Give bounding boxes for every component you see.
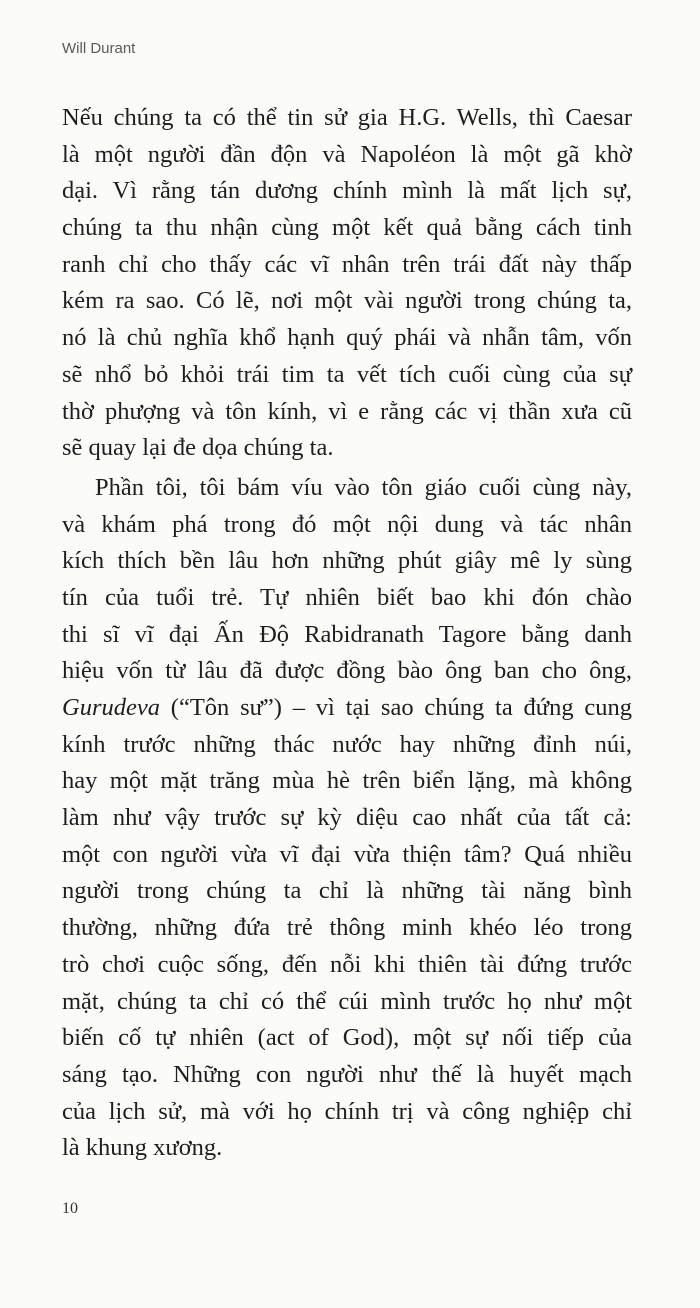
- text-line: thường, những đứa trẻ thông minh khéo léo trong: [62, 914, 632, 942]
- text-line: mặt, chúng ta chỉ có thể cúi mình trước họ như một: [62, 987, 632, 1015]
- text-line: hiệu vốn từ lâu đã được đồng bào ông ban cho ông,: [62, 657, 632, 685]
- paragraph: [62, 100, 632, 467]
- text-line: một con người vừa vĩ đại vừa thiện tâm? Quá nhiều: [62, 840, 632, 868]
- text-line: kích thích bền lâu hơn những phút giây mê ly sùng: [62, 547, 632, 575]
- text-line: là một người đần độn và Napoléon là một gã khờ: [62, 140, 632, 168]
- text-line: biến cố tự nhiên (act of God), một sự nối tiếp của: [62, 1024, 632, 1052]
- text-line: tín của tuổi trẻ. Tự nhiên biết bao khi đón chào: [62, 583, 632, 611]
- italic-term: Gurudeva: [62, 694, 160, 721]
- text-line: thi sĩ vĩ đại Ấn Độ Rabidranath Tagore bằng danh: [62, 620, 632, 648]
- text-line: sẽ nhổ bỏ khỏi trái tim ta vết tích cuối cùng của sự: [62, 360, 632, 388]
- text-line: kính trước những thác nước hay những đỉnh núi,: [62, 730, 632, 758]
- running-head-author: Will Durant: [62, 40, 136, 57]
- text-line: sẽ quay lại đe dọa chúng ta.: [62, 434, 334, 462]
- text-line: người trong chúng ta chỉ là những tài năng bình: [62, 877, 632, 905]
- text-line: dại. Vì rằng tán dương chính mình là mất lịch sự,: [62, 177, 632, 205]
- text-line: hay một mặt trăng mùa hè trên biển lặng, mà không: [62, 767, 632, 795]
- text-line: Phần tôi, tôi bám víu vào tôn giáo cuối cùng này,: [95, 473, 632, 501]
- text-line: nó là chủ nghĩa khổ hạnh quý phái và nhẫn tâm, vốn: [62, 324, 632, 352]
- text-line: của lịch sử, mà với họ chính trị và công nghiệp chỉ: [62, 1097, 632, 1125]
- text-line: [62, 690, 632, 727]
- paragraph: [62, 470, 632, 1167]
- body-text: [62, 100, 632, 1167]
- text-line: kém ra sao. Có lẽ, nơi một vài người trong chúng ta,: [62, 287, 632, 315]
- line-text: (“Tôn sư”) – vì tại sao chúng ta đứng cung: [159, 694, 632, 721]
- text-line: thờ phượng và tôn kính, vì e rằng các vị thần xưa cũ: [62, 397, 632, 425]
- text-line: ranh chỉ cho thấy các vĩ nhân trên trái đất này thấp: [62, 250, 632, 278]
- text-line: chúng ta thu nhận cùng một kết quả bằng cách tinh: [62, 214, 632, 242]
- text-line: và khám phá trong đó một nội dung và tác nhân: [62, 510, 632, 538]
- text-line: trò chơi cuộc sống, đến nỗi khi thiên tài đứng trước: [62, 950, 632, 978]
- text-line: là khung xương.: [62, 1134, 223, 1162]
- text-line: sáng tạo. Những con người như thế là huyết mạch: [62, 1060, 632, 1088]
- page-number: 10: [62, 1200, 78, 1217]
- text-line: Nếu chúng ta có thể tin sử gia H.G. Wells, thì Caesar: [62, 104, 632, 131]
- text-line: làm như vậy trước sự kỳ diệu cao nhất của tất cả:: [62, 804, 632, 832]
